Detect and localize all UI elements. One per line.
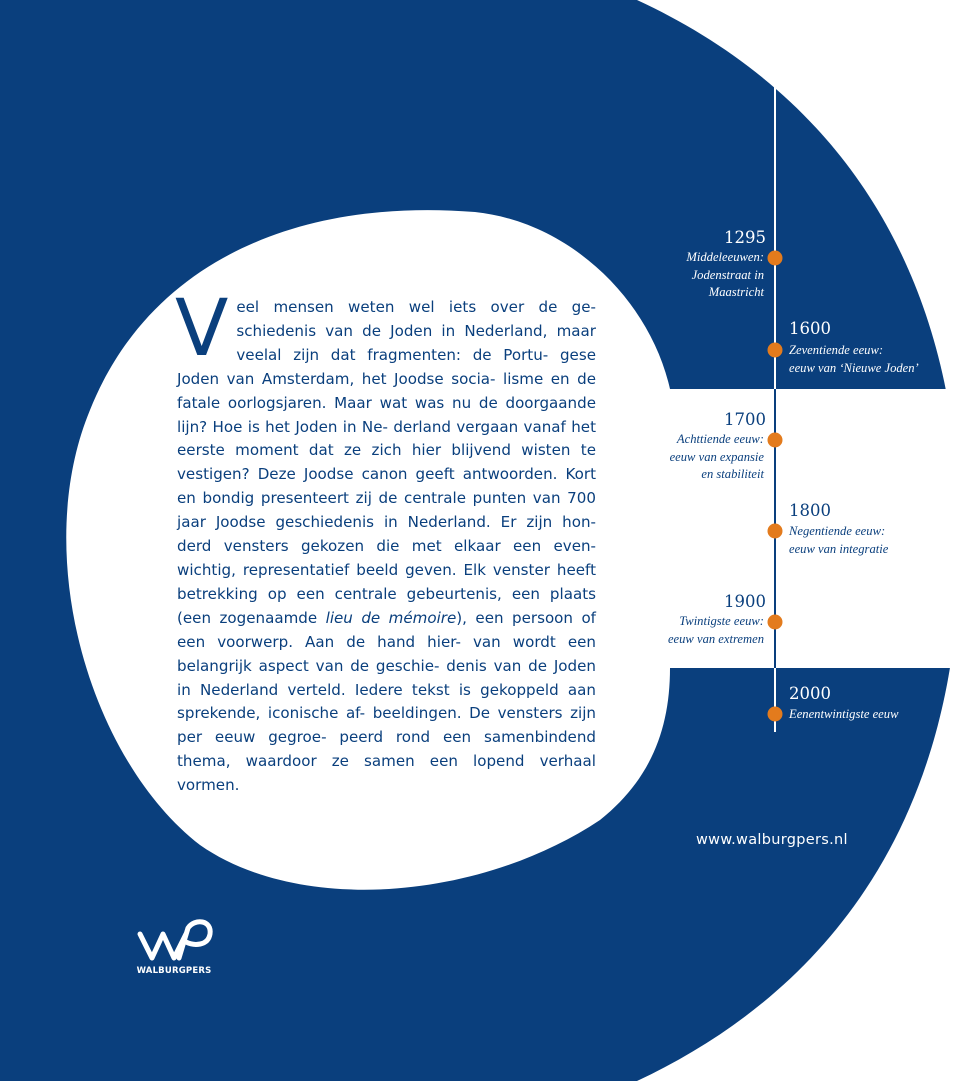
intro-line: gese Joden van Amsterdam, het Joodse socia-	[177, 345, 596, 388]
intro-line: ze samen een lopend verhaal vormen.	[177, 752, 596, 795]
intro-line: denis van de Joden in Nederland verteld. Iedere	[177, 656, 596, 699]
intro-line: beeldingen. De vensters zijn per eeuw gegroe-	[177, 704, 596, 747]
timeline-desc-line: eeuw van expansie	[669, 449, 764, 464]
intro-line: Joodse geschiedenis in Nederland. Er zijn hon-	[215, 513, 596, 532]
timeline-desc-line: Negentiende eeuw:	[789, 524, 886, 538]
timeline-year-1900: 1900	[724, 592, 766, 611]
intro-line: ),	[456, 608, 467, 627]
intro-line: wichtig, representatief beeld geven. Elk venster	[177, 560, 550, 579]
intro-line: eel mensen weten wel iets over de ge-	[236, 298, 596, 316]
intro-line: Joodse canon geeft antwoorden. Kort en bondig	[177, 465, 596, 508]
timeline-desc-line: Middeleeuwen:	[686, 250, 764, 264]
timeline-desc-line: Jodenstraat in	[691, 267, 764, 282]
intro-line: schiedenis van de Joden in Nederland,	[236, 321, 548, 340]
intro-line: derland vergaan vanaf het eerste moment dat	[177, 417, 596, 460]
timeline-desc-line: eeuw van integratie	[789, 541, 889, 556]
timeline-desc-line: en stabiliteit	[701, 467, 764, 482]
timeline-desc-1295	[686, 249, 764, 302]
timeline-desc-line: Maastricht	[708, 285, 764, 300]
timeline-dot-1700	[768, 433, 783, 448]
intro-line: derd vensters gekozen die met elkaar een even-	[177, 537, 596, 556]
timeline-dot-1900	[768, 615, 783, 630]
timeline-desc-1800	[789, 523, 888, 558]
timeline-year-2000: 2000	[789, 684, 831, 703]
intro-line: peerd rond een samenbindend thema, waardoor	[177, 728, 596, 771]
walburgpers-logo-text: WALBURGPERS	[136, 966, 212, 976]
timeline-desc-1900	[668, 613, 764, 648]
timeline-year-1800: 1800	[789, 501, 831, 520]
intro-line: heeft betrekking op een centrale gebeurtenis,	[177, 560, 596, 603]
intro-line: maar veelal zijn dat fragmenten: de Portu-	[236, 321, 596, 364]
timeline-desc-1600	[789, 342, 919, 377]
drop-cap: V	[175, 284, 229, 374]
timeline-desc-line: Zeventiende eeuw:	[789, 343, 884, 357]
intro-line: ze zich hier blijvend wisten te vestigen? Deze	[177, 441, 596, 484]
intro-line: een plaats (een zogenaamde	[177, 584, 596, 627]
timeline-dot-1600	[768, 343, 783, 358]
timeline-desc-1700	[670, 431, 764, 484]
intro-italic-phrase: lieu de mémoire	[325, 608, 457, 627]
timeline-desc-line: Eenentwintigste eeuw	[789, 707, 899, 721]
intro-line: presenteert zij de centrale punten van 700 jaar	[177, 489, 596, 532]
intro-line: van wordt een belangrijk aspect van de geschie-	[177, 632, 596, 675]
intro-line: nu de doorgaande lijn? Hoe is het Joden in Ne-	[177, 393, 596, 436]
timeline-desc-line: Achttiende eeuw:	[676, 432, 764, 446]
timeline-desc-line: eeuw van extremen	[667, 631, 764, 646]
timeline-dot-1800	[768, 524, 783, 539]
intro-paragraph	[175, 284, 596, 798]
timeline-year-1295: 1295	[724, 228, 766, 247]
timeline-desc-2000	[789, 706, 898, 724]
intro-line: lisme en de fatale oorlogsjaren. Maar wat was	[177, 369, 596, 412]
timeline-year-1600: 1600	[789, 319, 831, 338]
timeline-year-1700: 1700	[724, 410, 766, 429]
intro-line: tekst is gekoppeld aan sprekende, iconische af-	[177, 680, 596, 723]
timeline-desc-line: Twintigste eeuw:	[679, 614, 764, 628]
timeline-desc-line: eeuw van ‘Nieuwe Joden’	[789, 360, 919, 375]
timeline-dot-1295	[768, 251, 783, 266]
website-url[interactable]: www.walburgpers.nl	[696, 832, 848, 848]
timeline-dot-2000	[768, 707, 783, 722]
intro-line: een persoon of een voorwerp. Aan de hand hier-	[177, 608, 596, 651]
